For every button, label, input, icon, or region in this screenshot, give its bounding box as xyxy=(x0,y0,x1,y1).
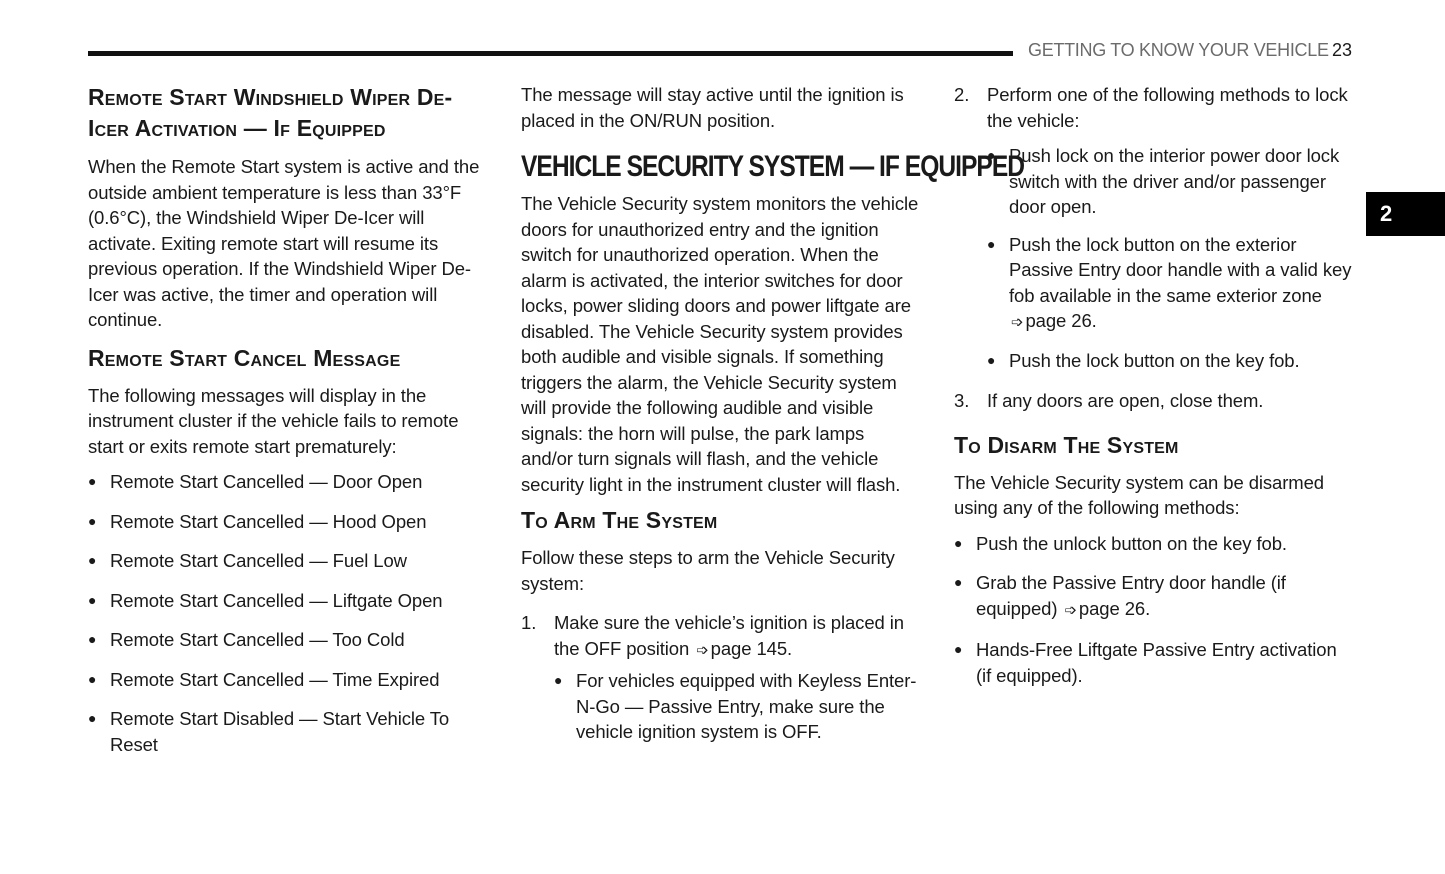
paragraph-arm: Follow these steps to arm the Vehicle Security system: xyxy=(521,547,895,594)
heading-disarm-system: To Disarm The System xyxy=(954,431,1179,458)
list-item-text: Push the lock button on the exterior Passive Entry door handle with a valid key fob available in the same exterior zone xyxy=(1009,233,1352,306)
arm-steps xyxy=(521,610,921,745)
step-number: 2. xyxy=(954,84,970,105)
list-item: ● Remote Start Cancelled — Fuel Low xyxy=(88,548,488,574)
page-ref-link[interactable]: page 26. xyxy=(1025,310,1097,331)
heading-vehicle-security: VEHICLE SECURITY SYSTEM — IF EQUIPPED xyxy=(521,150,1025,183)
section-title: GETTING TO KNOW YOUR VEHICLE xyxy=(1028,40,1329,60)
step-2-sublist xyxy=(987,143,1354,373)
heading-cancel-message: Remote Start Cancel Message xyxy=(88,344,401,371)
lock-steps xyxy=(954,82,1354,414)
chapter-tab: 2 xyxy=(1366,192,1445,236)
list-item: ● Remote Start Cancelled — Time Expired xyxy=(88,667,488,693)
step-number: 1. xyxy=(521,612,537,633)
step-text: Make sure the vehicle’s ignition is placed in the OFF position xyxy=(554,612,904,659)
cancel-messages-list xyxy=(88,469,488,757)
page-number: 23 xyxy=(1332,40,1353,60)
list-item: ● Remote Start Disabled — Start Vehicle To Reset xyxy=(88,706,470,757)
step-text: If any doors are open, close them. xyxy=(987,390,1264,411)
list-item: ● Hands-Free Liftgate Passive Entry activation (if equipped). xyxy=(954,637,1354,688)
page-ref-arrow-icon: ➩ xyxy=(1064,601,1077,619)
column-1 xyxy=(88,82,488,757)
list-item-text: Grab the Passive Entry door handle (if equipped) xyxy=(976,572,1286,619)
list-item: ● Remote Start Cancelled — Liftgate Open xyxy=(88,588,488,614)
list-item: ● Remote Start Cancelled — Door Open xyxy=(88,469,488,495)
step-3 xyxy=(954,388,1354,414)
list-item: ● Remote Start Cancelled — Too Cold xyxy=(88,627,488,653)
step-number: 3. xyxy=(954,390,970,411)
list-item xyxy=(987,232,1354,336)
list-item: ● Push lock on the interior power door lock switch with the driver and/or passenger door open. xyxy=(987,143,1354,220)
list-item: ● For vehicles equipped with Keyless Enter-N-Go — Passive Entry, make sure the vehicle ignition system is OFF. xyxy=(554,668,921,745)
column-2 xyxy=(521,82,1025,745)
paragraph-security: The Vehicle Security system monitors the vehicle doors for unauthorized entry and the ignition switch for unauthorized operation. When the alarm is activated, the interior switches for door locks, power sliding doors and power liftgate are disabled. The Vehicle Security system provides both audible and visible signals. If something triggers the alarm, the Vehicle Security system will provide the following audible and visible signals: the horn will pulse, the park lamps and/or turn signals will flash, and the vehicle security light in the instrument cluster will flash. xyxy=(521,193,919,495)
list-item: ● Push the unlock button on the key fob. xyxy=(954,531,1354,557)
paragraph-message-active: The message will stay active until the ignition is placed in the ON/RUN position. xyxy=(521,84,904,131)
header-rule xyxy=(88,51,1013,56)
step-1-sublist xyxy=(554,668,921,745)
paragraph-disarm: The Vehicle Security system can be disarmed using any of the following methods: xyxy=(954,471,1324,518)
page-ref-arrow-icon: ➩ xyxy=(696,641,709,659)
column-3 xyxy=(954,82,1354,688)
list-item: ● Push the lock button on the key fob. xyxy=(987,348,1354,374)
heading-deicer: Remote Start Windshield Wiper De-Icer Activation — If Equipped xyxy=(88,84,453,141)
step-2 xyxy=(954,82,1354,373)
step-1 xyxy=(521,610,921,745)
page-ref-link[interactable]: page 26. xyxy=(1078,597,1151,619)
step-text: Perform one of the following methods to lock the vehicle: xyxy=(987,84,1348,131)
heading-arm-system: To Arm The System xyxy=(521,507,718,533)
paragraph-deicer: When the Remote Start system is active and the outside ambient temperature is less than 33°F (0.6°C), the Windshield Wiper De-Icer will activate. Exiting remote start will resume its previous operation. If the Windshield Wiper De-Icer was active, the timer and operation will continue. xyxy=(88,156,480,330)
list-item: ● Remote Start Cancelled — Hood Open xyxy=(88,509,488,535)
page-ref-link[interactable]: page 145. xyxy=(710,637,793,659)
disarm-methods-list xyxy=(954,531,1354,689)
paragraph-cancel: The following messages will display in the instrument cluster if the vehicle fails to remote start or exits remote start prematurely: xyxy=(88,384,459,457)
page-ref-arrow-icon: ➩ xyxy=(1011,314,1024,331)
list-item xyxy=(954,570,1306,623)
